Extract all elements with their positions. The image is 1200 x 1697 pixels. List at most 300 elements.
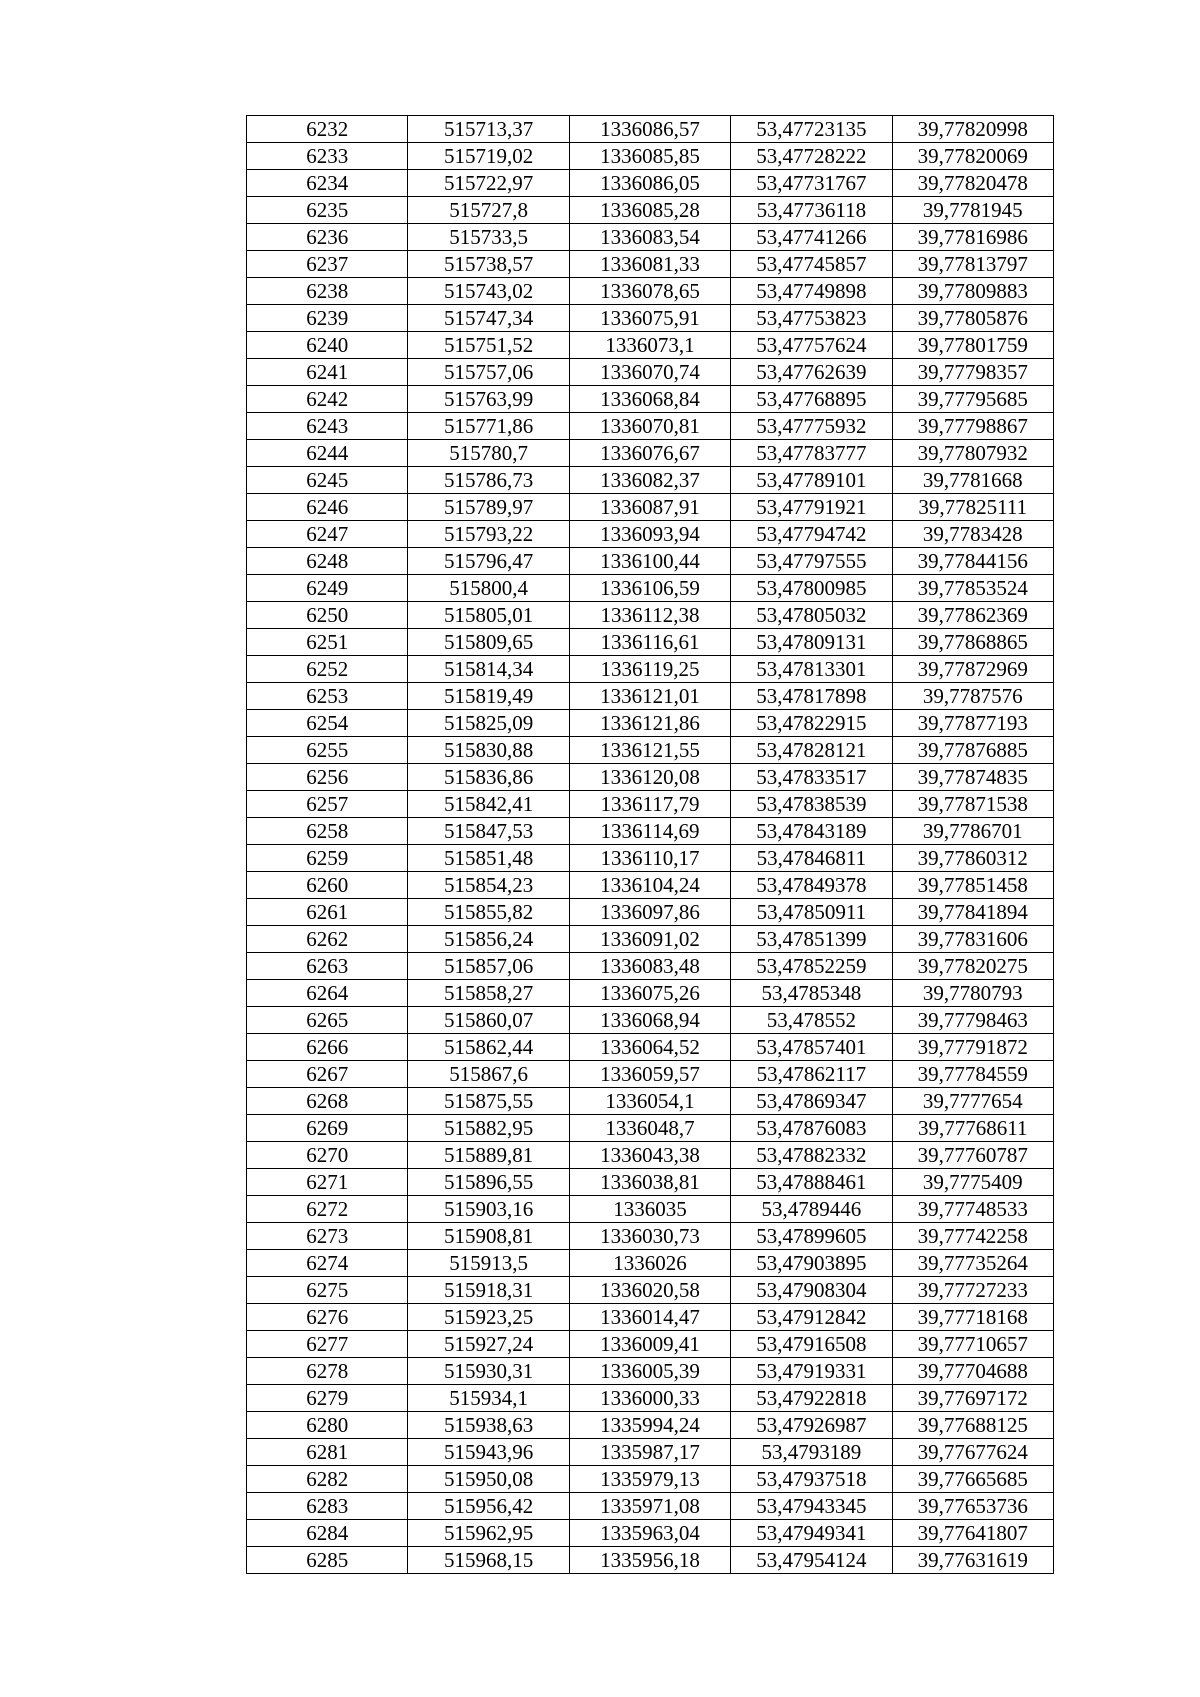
x-coordinate-cell: 515882,95 — [408, 1115, 569, 1142]
longitude-cell: 39,77727233 — [892, 1277, 1053, 1304]
y-coordinate-cell: 1336038,81 — [569, 1169, 730, 1196]
longitude-cell: 39,7777654 — [892, 1088, 1053, 1115]
latitude-cell: 53,47794742 — [731, 521, 892, 548]
longitude-cell: 39,77791872 — [892, 1034, 1053, 1061]
x-coordinate-cell: 515738,57 — [408, 251, 569, 278]
latitude-cell: 53,47736118 — [731, 197, 892, 224]
latitude-cell: 53,47943345 — [731, 1493, 892, 1520]
longitude-cell: 39,77853524 — [892, 575, 1053, 602]
latitude-cell: 53,47768895 — [731, 386, 892, 413]
table-row — [247, 1331, 1054, 1358]
point-number-cell: 6281 — [247, 1439, 408, 1466]
point-number-cell: 6241 — [247, 359, 408, 386]
point-number-cell: 6239 — [247, 305, 408, 332]
x-coordinate-cell: 515733,5 — [408, 224, 569, 251]
longitude-cell: 39,77877193 — [892, 710, 1053, 737]
table-row — [247, 980, 1054, 1007]
latitude-cell: 53,47922818 — [731, 1385, 892, 1412]
y-coordinate-cell: 1336043,38 — [569, 1142, 730, 1169]
table-row — [247, 1034, 1054, 1061]
x-coordinate-cell: 515930,31 — [408, 1358, 569, 1385]
point-number-cell: 6268 — [247, 1088, 408, 1115]
latitude-cell: 53,47937518 — [731, 1466, 892, 1493]
y-coordinate-cell: 1336014,47 — [569, 1304, 730, 1331]
longitude-cell: 39,77784559 — [892, 1061, 1053, 1088]
table-row — [247, 764, 1054, 791]
point-number-cell: 6279 — [247, 1385, 408, 1412]
latitude-cell: 53,47791921 — [731, 494, 892, 521]
latitude-cell: 53,47954124 — [731, 1547, 892, 1574]
point-number-cell: 6270 — [247, 1142, 408, 1169]
latitude-cell: 53,47828121 — [731, 737, 892, 764]
table-row — [247, 1493, 1054, 1520]
longitude-cell: 39,77871538 — [892, 791, 1053, 818]
y-coordinate-cell: 1335971,08 — [569, 1493, 730, 1520]
latitude-cell: 53,47728222 — [731, 143, 892, 170]
table-row — [247, 143, 1054, 170]
table-row — [247, 1088, 1054, 1115]
longitude-cell: 39,77631619 — [892, 1547, 1053, 1574]
x-coordinate-cell: 515800,4 — [408, 575, 569, 602]
point-number-cell: 6245 — [247, 467, 408, 494]
y-coordinate-cell: 1336068,94 — [569, 1007, 730, 1034]
y-coordinate-cell: 1335963,04 — [569, 1520, 730, 1547]
y-coordinate-cell: 1336110,17 — [569, 845, 730, 872]
table-row — [247, 1466, 1054, 1493]
x-coordinate-cell: 515809,65 — [408, 629, 569, 656]
table-row — [247, 278, 1054, 305]
latitude-cell: 53,4789446 — [731, 1196, 892, 1223]
x-coordinate-cell: 515923,25 — [408, 1304, 569, 1331]
point-number-cell: 6276 — [247, 1304, 408, 1331]
table-row — [247, 386, 1054, 413]
x-coordinate-cell: 515875,55 — [408, 1088, 569, 1115]
y-coordinate-cell: 1336086,05 — [569, 170, 730, 197]
x-coordinate-cell: 515771,86 — [408, 413, 569, 440]
latitude-cell: 53,47753823 — [731, 305, 892, 332]
latitude-cell: 53,47843189 — [731, 818, 892, 845]
latitude-cell: 53,47908304 — [731, 1277, 892, 1304]
latitude-cell: 53,47741266 — [731, 224, 892, 251]
latitude-cell: 53,47813301 — [731, 656, 892, 683]
y-coordinate-cell: 1336106,59 — [569, 575, 730, 602]
table-row — [247, 791, 1054, 818]
latitude-cell: 53,4793189 — [731, 1439, 892, 1466]
longitude-cell: 39,7775409 — [892, 1169, 1053, 1196]
latitude-cell: 53,47749898 — [731, 278, 892, 305]
point-number-cell: 6255 — [247, 737, 408, 764]
x-coordinate-cell: 515793,22 — [408, 521, 569, 548]
longitude-cell: 39,77813797 — [892, 251, 1053, 278]
point-number-cell: 6234 — [247, 170, 408, 197]
x-coordinate-cell: 515751,52 — [408, 332, 569, 359]
y-coordinate-cell: 1336070,81 — [569, 413, 730, 440]
point-number-cell: 6280 — [247, 1412, 408, 1439]
point-number-cell: 6275 — [247, 1277, 408, 1304]
x-coordinate-cell: 515763,99 — [408, 386, 569, 413]
latitude-cell: 53,47805032 — [731, 602, 892, 629]
y-coordinate-cell: 1336030,73 — [569, 1223, 730, 1250]
x-coordinate-cell: 515950,08 — [408, 1466, 569, 1493]
longitude-cell: 39,77876885 — [892, 737, 1053, 764]
latitude-cell: 53,47783777 — [731, 440, 892, 467]
x-coordinate-cell: 515851,48 — [408, 845, 569, 872]
longitude-cell: 39,77798867 — [892, 413, 1053, 440]
y-coordinate-cell: 1336085,85 — [569, 143, 730, 170]
x-coordinate-cell: 515968,15 — [408, 1547, 569, 1574]
longitude-cell: 39,77704688 — [892, 1358, 1053, 1385]
y-coordinate-cell: 1336073,1 — [569, 332, 730, 359]
longitude-cell: 39,77844156 — [892, 548, 1053, 575]
y-coordinate-cell: 1336048,7 — [569, 1115, 730, 1142]
longitude-cell: 39,77820998 — [892, 116, 1053, 143]
x-coordinate-cell: 515814,34 — [408, 656, 569, 683]
x-coordinate-cell: 515918,31 — [408, 1277, 569, 1304]
table-row — [247, 1304, 1054, 1331]
latitude-cell: 53,47903895 — [731, 1250, 892, 1277]
longitude-cell: 39,77851458 — [892, 872, 1053, 899]
table-row — [247, 872, 1054, 899]
x-coordinate-cell: 515857,06 — [408, 953, 569, 980]
x-coordinate-cell: 515896,55 — [408, 1169, 569, 1196]
latitude-cell: 53,47869347 — [731, 1088, 892, 1115]
table-row — [247, 710, 1054, 737]
x-coordinate-cell: 515962,95 — [408, 1520, 569, 1547]
latitude-cell: 53,47757624 — [731, 332, 892, 359]
x-coordinate-cell: 515908,81 — [408, 1223, 569, 1250]
point-number-cell: 6264 — [247, 980, 408, 1007]
table-row — [247, 845, 1054, 872]
y-coordinate-cell: 1336112,38 — [569, 602, 730, 629]
y-coordinate-cell: 1336009,41 — [569, 1331, 730, 1358]
table-row — [247, 197, 1054, 224]
table-row — [247, 1223, 1054, 1250]
x-coordinate-cell: 515854,23 — [408, 872, 569, 899]
point-number-cell: 6240 — [247, 332, 408, 359]
y-coordinate-cell: 1336093,94 — [569, 521, 730, 548]
x-coordinate-cell: 515825,09 — [408, 710, 569, 737]
x-coordinate-cell: 515836,86 — [408, 764, 569, 791]
latitude-cell: 53,47838539 — [731, 791, 892, 818]
y-coordinate-cell: 1335956,18 — [569, 1547, 730, 1574]
x-coordinate-cell: 515938,63 — [408, 1412, 569, 1439]
longitude-cell: 39,77798357 — [892, 359, 1053, 386]
point-number-cell: 6278 — [247, 1358, 408, 1385]
y-coordinate-cell: 1336083,48 — [569, 953, 730, 980]
x-coordinate-cell: 515796,47 — [408, 548, 569, 575]
y-coordinate-cell: 1336078,65 — [569, 278, 730, 305]
table-row — [247, 1412, 1054, 1439]
longitude-cell: 39,77872969 — [892, 656, 1053, 683]
table-row — [247, 413, 1054, 440]
x-coordinate-cell: 515860,07 — [408, 1007, 569, 1034]
latitude-cell: 53,47949341 — [731, 1520, 892, 1547]
y-coordinate-cell: 1336091,02 — [569, 926, 730, 953]
table-row — [247, 602, 1054, 629]
longitude-cell: 39,77825111 — [892, 494, 1053, 521]
longitude-cell: 39,77820478 — [892, 170, 1053, 197]
point-number-cell: 6233 — [247, 143, 408, 170]
y-coordinate-cell: 1336070,74 — [569, 359, 730, 386]
y-coordinate-cell: 1336119,25 — [569, 656, 730, 683]
y-coordinate-cell: 1336005,39 — [569, 1358, 730, 1385]
y-coordinate-cell: 1336121,01 — [569, 683, 730, 710]
latitude-cell: 53,47817898 — [731, 683, 892, 710]
longitude-cell: 39,77831606 — [892, 926, 1053, 953]
y-coordinate-cell: 1336086,57 — [569, 116, 730, 143]
longitude-cell: 39,77688125 — [892, 1412, 1053, 1439]
point-number-cell: 6258 — [247, 818, 408, 845]
x-coordinate-cell: 515934,1 — [408, 1385, 569, 1412]
x-coordinate-cell: 515847,53 — [408, 818, 569, 845]
longitude-cell: 39,77653736 — [892, 1493, 1053, 1520]
longitude-cell: 39,77820275 — [892, 953, 1053, 980]
y-coordinate-cell: 1336114,69 — [569, 818, 730, 845]
longitude-cell: 39,77742258 — [892, 1223, 1053, 1250]
x-coordinate-cell: 515713,37 — [408, 116, 569, 143]
y-coordinate-cell: 1336026 — [569, 1250, 730, 1277]
point-number-cell: 6263 — [247, 953, 408, 980]
table-row — [247, 575, 1054, 602]
x-coordinate-cell: 515719,02 — [408, 143, 569, 170]
longitude-cell: 39,7783428 — [892, 521, 1053, 548]
table-row — [247, 1547, 1054, 1574]
longitude-cell: 39,77697172 — [892, 1385, 1053, 1412]
x-coordinate-cell: 515856,24 — [408, 926, 569, 953]
x-coordinate-cell: 515747,34 — [408, 305, 569, 332]
latitude-cell: 53,47745857 — [731, 251, 892, 278]
point-number-cell: 6260 — [247, 872, 408, 899]
x-coordinate-cell: 515786,73 — [408, 467, 569, 494]
point-number-cell: 6282 — [247, 1466, 408, 1493]
point-number-cell: 6262 — [247, 926, 408, 953]
y-coordinate-cell: 1336121,55 — [569, 737, 730, 764]
longitude-cell: 39,77862369 — [892, 602, 1053, 629]
x-coordinate-cell: 515819,49 — [408, 683, 569, 710]
x-coordinate-cell: 515757,06 — [408, 359, 569, 386]
y-coordinate-cell: 1336121,86 — [569, 710, 730, 737]
point-number-cell: 6244 — [247, 440, 408, 467]
point-number-cell: 6237 — [247, 251, 408, 278]
table-row — [247, 467, 1054, 494]
latitude-cell: 53,47800985 — [731, 575, 892, 602]
longitude-cell: 39,77677624 — [892, 1439, 1053, 1466]
latitude-cell: 53,47852259 — [731, 953, 892, 980]
point-number-cell: 6252 — [247, 656, 408, 683]
longitude-cell: 39,7781945 — [892, 197, 1053, 224]
latitude-cell: 53,47731767 — [731, 170, 892, 197]
point-number-cell: 6271 — [247, 1169, 408, 1196]
x-coordinate-cell: 515855,82 — [408, 899, 569, 926]
longitude-cell: 39,77860312 — [892, 845, 1053, 872]
x-coordinate-cell: 515842,41 — [408, 791, 569, 818]
latitude-cell: 53,47899605 — [731, 1223, 892, 1250]
point-number-cell: 6236 — [247, 224, 408, 251]
y-coordinate-cell: 1336117,79 — [569, 791, 730, 818]
y-coordinate-cell: 1335979,13 — [569, 1466, 730, 1493]
y-coordinate-cell: 1336075,26 — [569, 980, 730, 1007]
x-coordinate-cell: 515789,97 — [408, 494, 569, 521]
y-coordinate-cell: 1336020,58 — [569, 1277, 730, 1304]
y-coordinate-cell: 1336120,08 — [569, 764, 730, 791]
y-coordinate-cell: 1336000,33 — [569, 1385, 730, 1412]
table-row — [247, 521, 1054, 548]
latitude-cell: 53,47912842 — [731, 1304, 892, 1331]
point-number-cell: 6238 — [247, 278, 408, 305]
y-coordinate-cell: 1336064,52 — [569, 1034, 730, 1061]
table-row — [247, 440, 1054, 467]
point-number-cell: 6267 — [247, 1061, 408, 1088]
y-coordinate-cell: 1336104,24 — [569, 872, 730, 899]
latitude-cell: 53,47888461 — [731, 1169, 892, 1196]
point-number-cell: 6254 — [247, 710, 408, 737]
longitude-cell: 39,77816986 — [892, 224, 1053, 251]
point-number-cell: 6259 — [247, 845, 408, 872]
longitude-cell: 39,77820069 — [892, 143, 1053, 170]
table-row — [247, 548, 1054, 575]
longitude-cell: 39,77748533 — [892, 1196, 1053, 1223]
table-row — [247, 251, 1054, 278]
coordinates-table — [246, 115, 1054, 1574]
latitude-cell: 53,47862117 — [731, 1061, 892, 1088]
latitude-cell: 53,47809131 — [731, 629, 892, 656]
x-coordinate-cell: 515943,96 — [408, 1439, 569, 1466]
point-number-cell: 6253 — [247, 683, 408, 710]
y-coordinate-cell: 1336116,61 — [569, 629, 730, 656]
table-row — [247, 1169, 1054, 1196]
y-coordinate-cell: 1336068,84 — [569, 386, 730, 413]
x-coordinate-cell: 515830,88 — [408, 737, 569, 764]
longitude-cell: 39,77807932 — [892, 440, 1053, 467]
table-row — [247, 953, 1054, 980]
table-row — [247, 683, 1054, 710]
latitude-cell: 53,47926987 — [731, 1412, 892, 1439]
point-number-cell: 6256 — [247, 764, 408, 791]
table-row — [247, 494, 1054, 521]
table-row — [247, 899, 1054, 926]
longitude-cell: 39,7787576 — [892, 683, 1053, 710]
point-number-cell: 6242 — [247, 386, 408, 413]
longitude-cell: 39,77809883 — [892, 278, 1053, 305]
point-number-cell: 6277 — [247, 1331, 408, 1358]
latitude-cell: 53,4785348 — [731, 980, 892, 1007]
x-coordinate-cell: 515867,6 — [408, 1061, 569, 1088]
latitude-cell: 53,47876083 — [731, 1115, 892, 1142]
x-coordinate-cell: 515913,5 — [408, 1250, 569, 1277]
longitude-cell: 39,77798463 — [892, 1007, 1053, 1034]
longitude-cell: 39,77718168 — [892, 1304, 1053, 1331]
table-row — [247, 1520, 1054, 1547]
y-coordinate-cell: 1336081,33 — [569, 251, 730, 278]
table-row — [247, 116, 1054, 143]
table-row — [247, 1250, 1054, 1277]
point-number-cell: 6247 — [247, 521, 408, 548]
longitude-cell: 39,77841894 — [892, 899, 1053, 926]
point-number-cell: 6249 — [247, 575, 408, 602]
x-coordinate-cell: 515805,01 — [408, 602, 569, 629]
latitude-cell: 53,47789101 — [731, 467, 892, 494]
latitude-cell: 53,47919331 — [731, 1358, 892, 1385]
table-row — [247, 926, 1054, 953]
point-number-cell: 6248 — [247, 548, 408, 575]
x-coordinate-cell: 515858,27 — [408, 980, 569, 1007]
latitude-cell: 53,47857401 — [731, 1034, 892, 1061]
longitude-cell: 39,77710657 — [892, 1331, 1053, 1358]
latitude-cell: 53,47916508 — [731, 1331, 892, 1358]
latitude-cell: 53,47846811 — [731, 845, 892, 872]
point-number-cell: 6232 — [247, 116, 408, 143]
table-row — [247, 359, 1054, 386]
point-number-cell: 6243 — [247, 413, 408, 440]
y-coordinate-cell: 1335987,17 — [569, 1439, 730, 1466]
point-number-cell: 6284 — [247, 1520, 408, 1547]
y-coordinate-cell: 1336059,57 — [569, 1061, 730, 1088]
point-number-cell: 6251 — [247, 629, 408, 656]
table-row — [247, 1196, 1054, 1223]
latitude-cell: 53,47775932 — [731, 413, 892, 440]
table-row — [247, 1061, 1054, 1088]
latitude-cell: 53,47882332 — [731, 1142, 892, 1169]
table-row — [247, 1142, 1054, 1169]
longitude-cell: 39,77805876 — [892, 305, 1053, 332]
latitude-cell: 53,47850911 — [731, 899, 892, 926]
latitude-cell: 53,47849378 — [731, 872, 892, 899]
table-row — [247, 1439, 1054, 1466]
point-number-cell: 6235 — [247, 197, 408, 224]
table-body — [247, 116, 1054, 1574]
table-row — [247, 818, 1054, 845]
y-coordinate-cell: 1335994,24 — [569, 1412, 730, 1439]
x-coordinate-cell: 515780,7 — [408, 440, 569, 467]
point-number-cell: 6285 — [247, 1547, 408, 1574]
x-coordinate-cell: 515889,81 — [408, 1142, 569, 1169]
longitude-cell: 39,77868865 — [892, 629, 1053, 656]
longitude-cell: 39,7780793 — [892, 980, 1053, 1007]
table-row — [247, 305, 1054, 332]
y-coordinate-cell: 1336054,1 — [569, 1088, 730, 1115]
table-row — [247, 224, 1054, 251]
x-coordinate-cell: 515862,44 — [408, 1034, 569, 1061]
point-number-cell: 6261 — [247, 899, 408, 926]
point-number-cell: 6250 — [247, 602, 408, 629]
y-coordinate-cell: 1336097,86 — [569, 899, 730, 926]
longitude-cell: 39,77665685 — [892, 1466, 1053, 1493]
latitude-cell: 53,47723135 — [731, 116, 892, 143]
x-coordinate-cell: 515727,8 — [408, 197, 569, 224]
longitude-cell: 39,7786701 — [892, 818, 1053, 845]
x-coordinate-cell: 515927,24 — [408, 1331, 569, 1358]
latitude-cell: 53,47822915 — [731, 710, 892, 737]
latitude-cell: 53,478552 — [731, 1007, 892, 1034]
longitude-cell: 39,77801759 — [892, 332, 1053, 359]
longitude-cell: 39,7781668 — [892, 467, 1053, 494]
table-row — [247, 656, 1054, 683]
latitude-cell: 53,47762639 — [731, 359, 892, 386]
latitude-cell: 53,47851399 — [731, 926, 892, 953]
x-coordinate-cell: 515743,02 — [408, 278, 569, 305]
point-number-cell: 6274 — [247, 1250, 408, 1277]
longitude-cell: 39,77641807 — [892, 1520, 1053, 1547]
y-coordinate-cell: 1336075,91 — [569, 305, 730, 332]
point-number-cell: 6269 — [247, 1115, 408, 1142]
point-number-cell: 6272 — [247, 1196, 408, 1223]
point-number-cell: 6273 — [247, 1223, 408, 1250]
table-row — [247, 332, 1054, 359]
longitude-cell: 39,77795685 — [892, 386, 1053, 413]
longitude-cell: 39,77874835 — [892, 764, 1053, 791]
point-number-cell: 6257 — [247, 791, 408, 818]
longitude-cell: 39,77735264 — [892, 1250, 1053, 1277]
